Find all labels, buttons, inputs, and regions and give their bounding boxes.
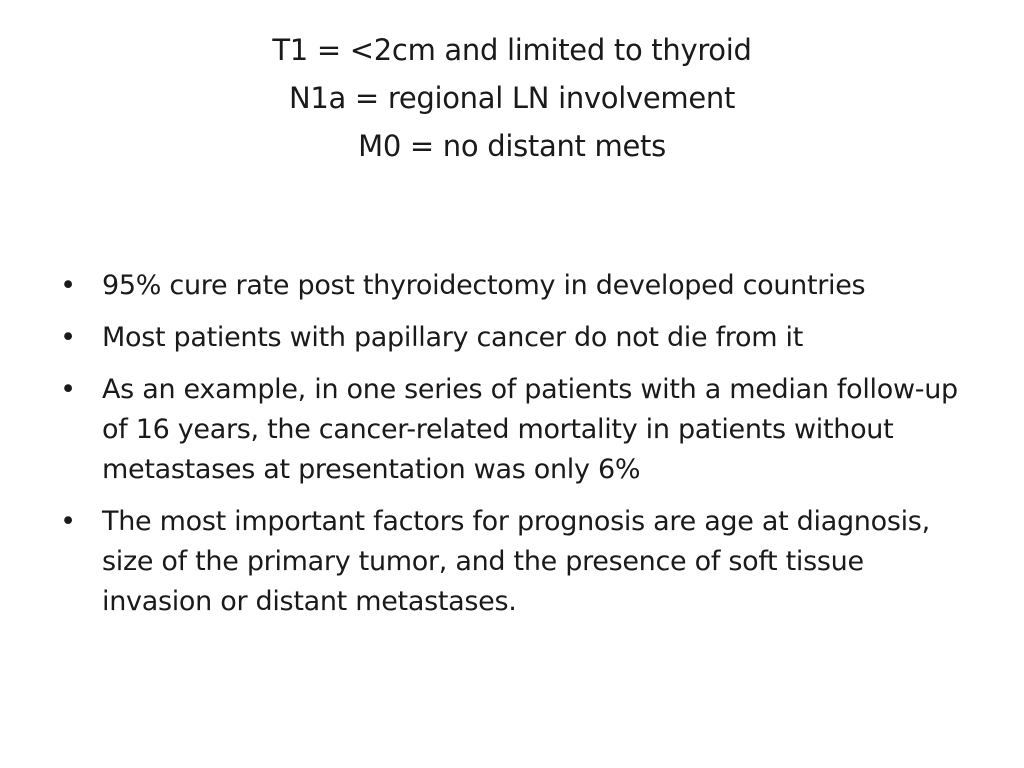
bullet-list [58, 266, 978, 634]
title-line-n1a: N1a = regional LN involvement [288, 81, 736, 115]
bullet-item [58, 370, 978, 490]
bullet-text: As an example, in one series of patients with a median follow-up of 16 years, the cancer-related mortality in patients without metastases at presentation was only 6% [102, 374, 958, 485]
bullet-item [58, 502, 978, 622]
bullet-icon: • [60, 374, 76, 405]
bullet-icon: • [60, 506, 76, 537]
bullet-item [58, 266, 978, 306]
bullet-text: 95% cure rate post thyroidectomy in developed countries [102, 270, 866, 301]
slide-title [0, 26, 1024, 170]
bullet-text: The most important factors for prognosis are age at diagnosis, size of the primary tumor, and the presence of soft tissue invasion or distant metastases. [102, 506, 930, 617]
bullet-icon: • [60, 270, 76, 301]
bullet-icon: • [60, 322, 76, 353]
title-line-m0: M0 = no distant mets [358, 129, 666, 163]
bullet-text: Most patients with papillary cancer do not die from it [102, 322, 804, 353]
bullet-item [58, 318, 978, 358]
title-line-t1: T1 = <2cm and limited to thyroid [272, 33, 752, 67]
